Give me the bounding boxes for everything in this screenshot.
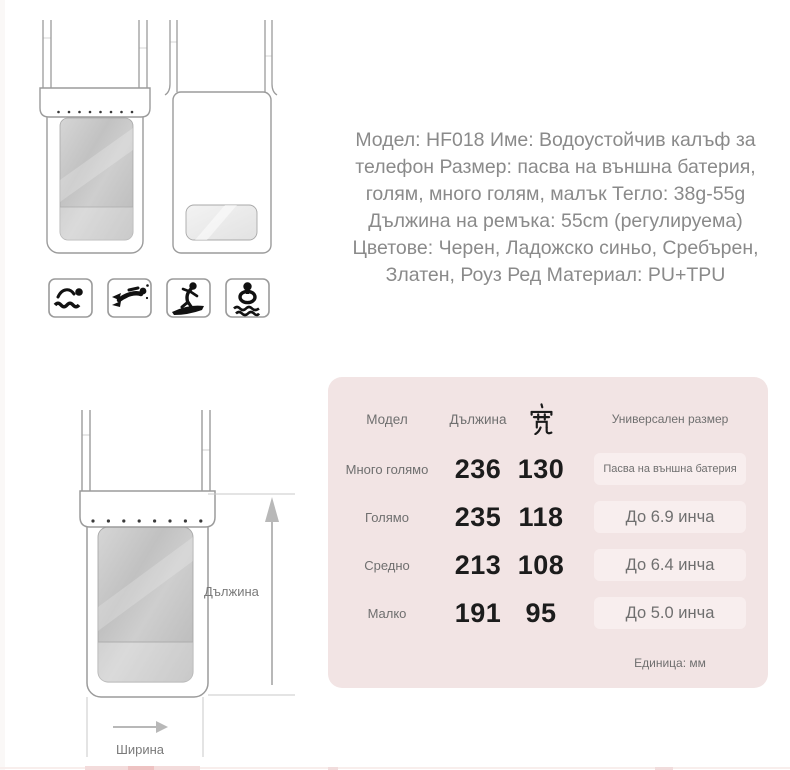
diagram-pocket-band (98, 642, 193, 682)
size-table (328, 377, 768, 688)
size-length-value: 213 (454, 549, 502, 580)
size-width-value: 118 (518, 501, 564, 532)
size-length-value: 235 (454, 501, 502, 532)
size-note-chip: До 5.0 инча (594, 597, 746, 629)
description-line: Дължина на ремъка: 55cm (регулируема) (368, 210, 743, 232)
front-lanyard-straps (43, 20, 147, 92)
size-row-label: Много голямо (345, 461, 429, 477)
floating-icon (226, 279, 269, 317)
size-note-chip: До 6.4 инча (594, 549, 746, 581)
front-pocket-band (60, 207, 133, 240)
diagram-lanyard-straps (82, 410, 210, 491)
description-line: Цветове: Черен, Ладожско синьо, Сребърен, (352, 237, 759, 259)
back-lanyard-straps (165, 20, 277, 95)
header-length: Дължина (449, 411, 507, 427)
header-model: Модел (366, 411, 408, 427)
diving-icon (108, 279, 151, 317)
swimming-icon (49, 279, 92, 317)
unit-note: Единица: мм (634, 655, 706, 670)
size-width-value: 108 (517, 549, 565, 580)
size-note-chip: До 6.9 инча (594, 501, 746, 533)
size-row-label: Малко (367, 605, 407, 621)
size-length-value: 236 (454, 453, 502, 484)
size-row-label: Голямо (365, 509, 409, 525)
size-width-value: 95 (525, 597, 557, 628)
header-universal: Универсален размер (611, 412, 729, 426)
front-flap (40, 88, 150, 117)
length-dimension-label: Дължина (204, 584, 259, 599)
size-length-value: 191 (454, 597, 502, 628)
left-edge-tint (0, 0, 5, 770)
size-row-label: Средно (364, 557, 410, 573)
header-width-cjk (528, 403, 555, 435)
description-line: Модел: HF018 Име: Водоустойчив калъф за (355, 129, 756, 151)
description-line: Златен, Роуз Ред Материал: PU+TPU (385, 264, 726, 286)
description-line: телефон Размер: пасва на външна батерия, (355, 156, 756, 178)
surfing-icon (167, 279, 210, 317)
dimension-diagram (10, 345, 320, 765)
diagram-flap (80, 491, 215, 527)
cjk-width-glyph (528, 403, 555, 435)
feature-icons-row (45, 277, 270, 321)
bottom-edge-segment (128, 766, 154, 770)
size-width-value: 130 (517, 453, 565, 484)
description-line: голям, много голям, малък Тегло: 38g-55g (365, 183, 746, 205)
width-dimension-label: Ширина (115, 742, 165, 757)
width-arrow (113, 721, 168, 733)
size-note-chip: Пасва на външна батерия (594, 453, 746, 485)
product-description (333, 127, 778, 289)
pouch-front-back-illustration (10, 8, 310, 270)
